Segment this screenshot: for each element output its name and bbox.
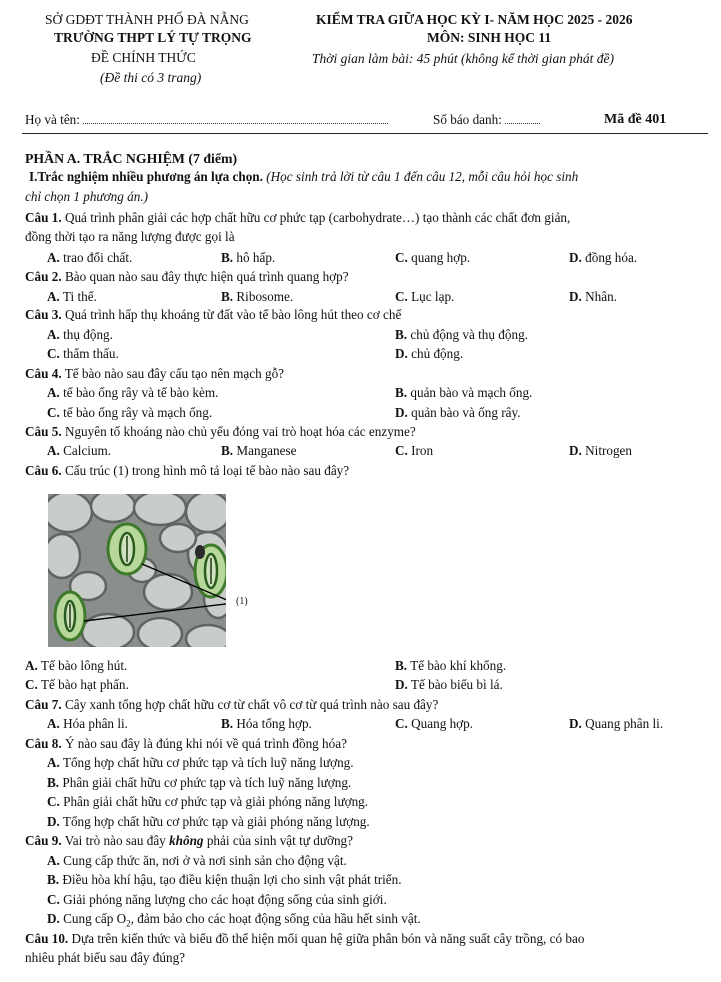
- option-text: Giải phóng năng lượng cho các hoạt động sống của sinh giới.: [63, 892, 387, 907]
- option-text: trao đổi chất.: [63, 250, 133, 265]
- sbd-field[interactable]: [505, 123, 540, 124]
- option-key: D.: [395, 346, 408, 361]
- option-text: Ribosome.: [236, 289, 294, 304]
- option-text: Nitrogen: [585, 443, 633, 458]
- section-title: I.Trắc nghiệm nhiều phương án lựa chọn.: [29, 169, 263, 184]
- option-text: Lục lạp.: [411, 289, 455, 304]
- q6-option-c[interactable]: [25, 677, 129, 692]
- part-a-title: PHẦN A. TRẮC NGHIỆM (7 điểm): [25, 151, 238, 166]
- q9-option-a[interactable]: [47, 853, 347, 868]
- q1-option-a[interactable]: [47, 250, 132, 265]
- student-name-label: [25, 112, 388, 127]
- question-text: Bào quan nào sau đây thực hiện quá trình quang hợp?: [61, 269, 349, 284]
- option-key: C.: [25, 677, 38, 692]
- question-number: Câu 6.: [25, 463, 62, 478]
- option-text: Hóa tổng hợp.: [236, 716, 312, 731]
- q7-option-b[interactable]: [221, 716, 312, 731]
- option-key: A.: [47, 755, 60, 770]
- option-key: D.: [569, 289, 582, 304]
- option-key: D.: [395, 677, 408, 692]
- q8-option-d[interactable]: [47, 814, 370, 829]
- option-key: A.: [47, 289, 60, 304]
- option-key: C.: [47, 405, 60, 420]
- question-emphasis: không: [169, 833, 204, 848]
- question-9: [25, 833, 353, 848]
- subscript: 2: [126, 918, 131, 929]
- exam-code: Mã đề 401: [604, 112, 667, 127]
- dept-name: SỞ GDĐT THÀNH PHỐ ĐÀ NẴNG: [45, 12, 249, 27]
- question-7: [25, 697, 438, 712]
- question-10-cont: nhiêu phát biểu sau đây đúng?: [25, 950, 186, 965]
- section-header: [29, 169, 578, 184]
- school-name: TRƯỜNG THPT LÝ TỰ TRỌNG: [54, 30, 252, 45]
- option-text: Cung cấp thức ăn, nơi ở và nơi sinh sản cho động vật.: [63, 853, 347, 868]
- question-number: Câu 10.: [25, 931, 69, 946]
- option-key: D.: [47, 814, 60, 829]
- option-text: Phân giải chất hữu cơ phức tạp và tích luỹ năng lượng.: [62, 775, 352, 790]
- option-key: A.: [47, 443, 60, 458]
- option-text: Tế bào biểu bì lá.: [410, 677, 503, 692]
- section-instruction-cont: chỉ chọn 1 phương án.): [25, 189, 149, 204]
- q9-option-d[interactable]: [47, 911, 421, 929]
- q3-option-b[interactable]: [395, 327, 528, 342]
- option-text: quản bào và ống rây.: [411, 405, 521, 420]
- question-text: Quá trình phân giải các hợp chất hữu cơ phức tạp (carbohydrate…) tạo thành các chất đơn giản,: [61, 210, 571, 225]
- option-text: tế bào ống rây và tế bào kèm.: [63, 385, 219, 400]
- official-label: ĐỀ CHÍNH THỨC: [91, 50, 196, 65]
- q7-option-c[interactable]: [395, 716, 473, 731]
- question-text: Nguyên tố khoáng nào chủ yếu đóng vai trò hoạt hóa các enzyme?: [61, 424, 416, 439]
- option-text: chủ động và thụ động.: [410, 327, 528, 342]
- option-text: Tế bào khí khổng.: [410, 658, 507, 673]
- option-text: quang hợp.: [411, 250, 471, 265]
- question-5: [25, 424, 416, 439]
- question-text: Cấu trúc (1) trong hình mô tả loại tế bào nào sau đây?: [61, 463, 350, 478]
- option-key: B.: [221, 716, 234, 731]
- q3-option-a[interactable]: [47, 327, 113, 342]
- q9-option-b[interactable]: [47, 872, 402, 887]
- option-key: C.: [395, 289, 408, 304]
- option-text: Điều hòa khí hậu, tạo điều kiện thuận lợi cho sinh vật phát triển.: [62, 872, 402, 887]
- option-text: thụ động.: [63, 327, 113, 342]
- q4-option-b[interactable]: [395, 385, 532, 400]
- option-text: Tế bào lông hút.: [40, 658, 128, 673]
- sbd-group: [433, 112, 540, 127]
- q6-option-b[interactable]: [395, 658, 506, 673]
- option-key: B.: [221, 289, 234, 304]
- option-key: C.: [47, 794, 60, 809]
- q5-option-b[interactable]: [221, 443, 296, 458]
- option-text: hô hấp.: [236, 250, 276, 265]
- option-key: D.: [569, 443, 582, 458]
- option-key: B.: [47, 872, 60, 887]
- q9-option-c[interactable]: [47, 892, 387, 907]
- option-text: quản bào và mạch ống.: [410, 385, 533, 400]
- question-3: [25, 307, 401, 322]
- q3-option-c[interactable]: [47, 346, 119, 361]
- option-text: Quang phân li.: [585, 716, 664, 731]
- option-text: đồng hóa.: [585, 250, 638, 265]
- micrograph-image: [48, 494, 226, 647]
- q5-option-a[interactable]: [47, 443, 111, 458]
- question-text: Dựa trên kiến thức và biểu đồ thể hiện mối quan hệ giữa phân bón và năng suất cây trồng, có bao: [68, 931, 585, 946]
- option-key: B.: [47, 775, 60, 790]
- option-key: D.: [395, 405, 408, 420]
- question-text: Quá trình hấp thụ khoáng từ đất vào tế bào lông hút theo cơ chế: [61, 307, 402, 322]
- page-count: (Đề thi có 3 trang): [100, 70, 202, 85]
- q2-option-a[interactable]: [47, 289, 97, 304]
- q7-option-d[interactable]: [569, 716, 663, 731]
- option-text: Nhân.: [585, 289, 617, 304]
- q2-option-c[interactable]: [395, 289, 454, 304]
- option-key: A.: [25, 658, 38, 673]
- q8-option-b[interactable]: [47, 775, 351, 790]
- option-key: C.: [47, 892, 60, 907]
- option-text: tế bào ống rây và mạch ống.: [63, 405, 213, 420]
- q8-option-a[interactable]: [47, 755, 354, 770]
- q4-option-c[interactable]: [47, 405, 212, 420]
- q3-option-d[interactable]: [395, 346, 463, 361]
- question-number: Câu 2.: [25, 269, 62, 284]
- option-key: C.: [47, 346, 60, 361]
- option-key: C.: [395, 250, 408, 265]
- option-key: A.: [47, 250, 60, 265]
- q2-option-b[interactable]: [221, 289, 293, 304]
- option-key: D.: [47, 911, 60, 926]
- question-text: Cây xanh tổng hợp chất hữu cơ từ chất vô cơ từ quá trình nào sau đây?: [61, 697, 439, 712]
- option-key: B.: [395, 327, 408, 342]
- name-label: Họ và tên:: [25, 112, 80, 127]
- option-key: B.: [221, 443, 234, 458]
- option-text: thẩm thấu.: [63, 346, 119, 361]
- question-number: Câu 5.: [25, 424, 62, 439]
- option-key: B.: [395, 658, 408, 673]
- option-text: Hóa phân li.: [63, 716, 128, 731]
- question-10: [25, 931, 584, 946]
- option-key: A.: [47, 716, 60, 731]
- question-number: Câu 8.: [25, 736, 62, 751]
- q1-option-c[interactable]: [395, 250, 470, 265]
- q4-option-a[interactable]: [47, 385, 218, 400]
- option-key: D.: [569, 250, 582, 265]
- option-text: Tổng hợp chất hữu cơ phức tạp và giải phóng năng lượng.: [62, 814, 370, 829]
- question-2: [25, 269, 349, 284]
- stomata-micrograph: [48, 494, 226, 647]
- q1-option-b[interactable]: [221, 250, 275, 265]
- option-key: A.: [47, 853, 60, 868]
- q6-option-d[interactable]: [395, 677, 503, 692]
- q5-option-c[interactable]: [395, 443, 433, 458]
- option-text: Tổng hợp chất hữu cơ phức tạp và tích luỹ năng lượng.: [62, 755, 354, 770]
- header-divider: [22, 133, 708, 134]
- q5-option-d[interactable]: [569, 443, 632, 458]
- question-8: [25, 736, 347, 751]
- section-instruction: (Học sinh trả lời từ câu 1 đến câu 12, mỗi câu hỏi học sinh: [262, 169, 579, 184]
- question-number: Câu 7.: [25, 697, 62, 712]
- option-text-end: , đảm bảo cho các hoạt động sống của hầu hết sinh vật.: [130, 911, 421, 926]
- question-1-cont: đồng thời tạo ra năng lượng được gọi là: [25, 229, 235, 244]
- option-text: Phân giải chất hữu cơ phức tạp và giải phóng năng lượng.: [63, 794, 369, 809]
- q2-option-d[interactable]: [569, 289, 617, 304]
- question-number: Câu 9.: [25, 833, 62, 848]
- option-text: chủ động.: [411, 346, 464, 361]
- option-text: Manganese: [236, 443, 297, 458]
- option-key: A.: [47, 327, 60, 342]
- question-number: Câu 1.: [25, 210, 62, 225]
- option-text: Calcium.: [63, 443, 112, 458]
- figure-label: (1): [236, 596, 248, 607]
- q8-option-c[interactable]: [47, 794, 368, 809]
- option-text: Quang hợp.: [411, 716, 474, 731]
- option-text: Cung cấp O: [63, 911, 127, 926]
- question-number: Câu 3.: [25, 307, 62, 322]
- option-key: D.: [569, 716, 582, 731]
- question-4: [25, 366, 284, 381]
- exam-time: Thời gian làm bài: 45 phút (không kể thời gian phát đề): [312, 51, 615, 66]
- exam-title: KIỂM TRA GIỮA HỌC KỲ I- NĂM HỌC 2025 - 2026: [316, 12, 633, 27]
- question-text-end: phải của sinh vật tự dưỡng?: [203, 833, 353, 848]
- question-text: Vai trò nào sau đây: [61, 833, 170, 848]
- q6-option-a[interactable]: [25, 658, 127, 673]
- option-key: B.: [221, 250, 234, 265]
- name-field[interactable]: [83, 123, 388, 124]
- question-number: Câu 4.: [25, 366, 62, 381]
- q7-option-a[interactable]: [47, 716, 128, 731]
- option-key: A.: [47, 385, 60, 400]
- question-text: Tế bào nào sau đây cấu tạo nên mạch gỗ?: [61, 366, 285, 381]
- q4-option-d[interactable]: [395, 405, 521, 420]
- question-6: [25, 463, 349, 478]
- q1-option-d[interactable]: [569, 250, 637, 265]
- option-key: C.: [395, 443, 408, 458]
- option-text: Tế bào hạt phấn.: [40, 677, 129, 692]
- question-1: [25, 210, 570, 225]
- option-key: B.: [395, 385, 408, 400]
- option-text: Ti thể.: [62, 289, 97, 304]
- question-text: Ý nào sau đây là đúng khi nói về quá trình đồng hóa?: [61, 736, 347, 751]
- option-key: C.: [395, 716, 408, 731]
- option-text: Iron: [411, 443, 434, 458]
- subject-title: MÔN: SINH HỌC 11: [427, 30, 552, 45]
- sbd-label: Số báo danh:: [433, 112, 502, 127]
